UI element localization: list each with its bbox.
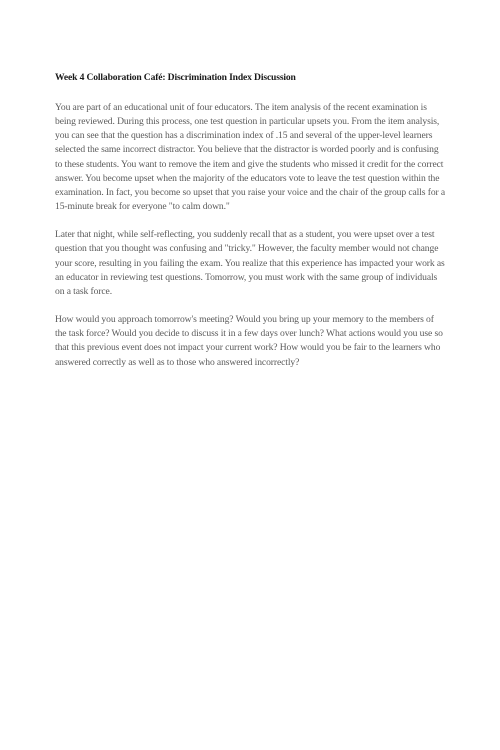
document-body	[55, 71, 447, 370]
document-title: Week 4 Collaboration Café: Discrimination Index Discussion	[55, 72, 296, 83]
paragraph-reflection: Later that night, while self-reflecting, you suddenly recall that as a student, you were upset over a test question that you thought was confusing and "tricky." However, the faculty member would not change your score, resulting in you failing the exam. You realize that this experience has impacted your work as an educator in reviewing test questions. Tomorrow, you must work with the same group of individuals on a task force.	[55, 229, 445, 297]
paragraph-questions: How would you approach tomorrow's meeting? Would you bring up your memory to the members of the task force? Would you decide to discuss it in a few days over lunch? What actions would you use so that this previous event does not impact your current work? How would you be fair to the learners who answered correctly as well as to those who answered incorrectly?	[55, 314, 443, 368]
paragraph-scenario: You are part of an educational unit of four educators. The item analysis of the recent examination is being reviewed. During this process, one test question in particular upsets you. From the item analysis, you can see that the question has a discrimination index of .15 and several of the upper-level learners selected the same incorrect distractor. You believe that the distractor is worded poorly and is confusing to these students. You want to remove the item and give the students who missed it credit for the correct answer. You become upset when the majority of the educators vote to leave the test question within the examination. In fact, you become so upset that you raise your voice and the chair of the group calls for a 15-minute break for everyone "to calm down."	[55, 102, 446, 213]
